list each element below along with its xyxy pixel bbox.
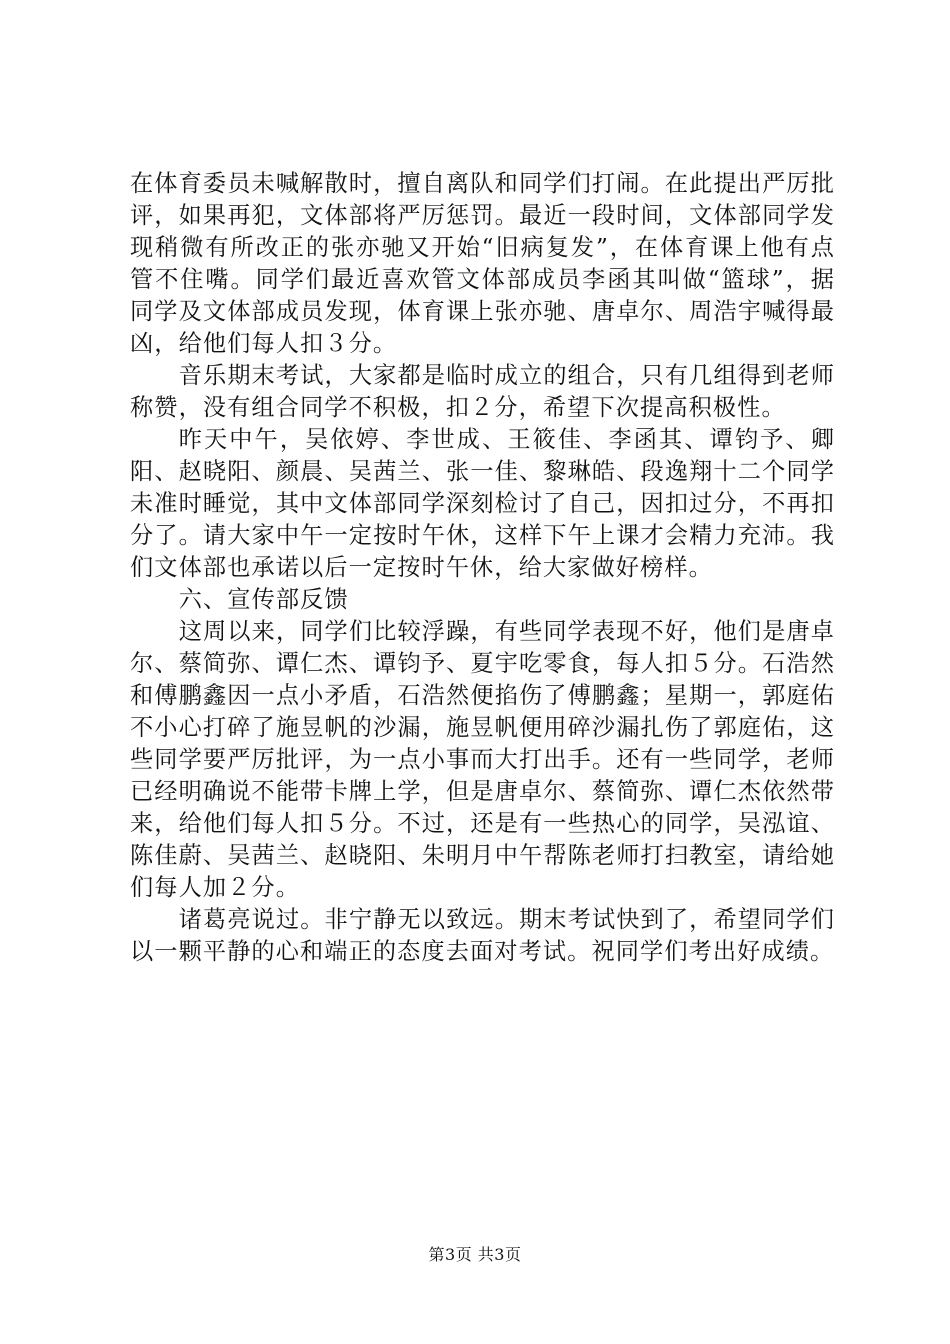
page-number-footer: 第3页 共3页 [428,1245,522,1264]
paragraph-sports-discipline: 在体育委员未喊解散时，擅自离队和同学们打闹。在此提出严厉批评，如果再犯，文体部将严厉惩罚。最近一段时间，文体部同学发现稍微有所改正的张亦驰又开始“旧病复发”，在体育课上他有点管不住嘴。同学们最近喜欢管文体部成员李函其叫做“篮球”，据同学及文体部成员发现，体育课上张亦驰、唐卓尔、周浩宇喊得最凶，给他们每人扣３分。 [130,170,835,357]
paragraph-nap-time: 昨天中午，吴依婷、李世成、王筱佳、李函其、谭钧予、卿阳、赵晓阳、颜晨、吴茜兰、张一佳、黎琳皓、段逸翔十二个同学未准时睡觉，其中文体部同学深刻检讨了自己，因扣过分，不再扣分了。请大家中午一定按时午休，这样下午上课才会精力充沛。我们文体部也承诺以后一定按时午休，给大家做好榜样。 [130,426,835,581]
paragraph-publicity-feedback: 这周以来，同学们比较浮躁，有些同学表现不好，他们是唐卓尔、蔡简弥、谭仁杰、谭钧予、夏宇吃零食，每人扣５分。石浩然和傅鹏鑫因一点小矛盾，石浩然便掐伤了傅鹏鑫；星期一，郭庭佑不小心打碎了施昱帆的沙漏，施昱帆便用碎沙漏扎伤了郭庭佑，这些同学要严厉批评，为一点小事而大打出手。还有一些同学，老师已经明确说不能带卡牌上学，但是唐卓尔、蔡简弥、谭仁杰依然带来，给他们每人扣５分。不过，还是有一些热心的同学，吴泓谊、陈佳蔚、吴茜兰、赵晓阳、朱明月中午帮陈老师打扫教室，请给她们每人加２分。 [130,618,835,901]
paragraph-closing: 诸葛亮说过。非宁静无以致远。期末考试快到了，希望同学们以一颗平静的心和端正的态度去面对考试。祝同学们考出好成绩。 [130,906,835,965]
document-body [130,168,835,968]
paragraph-music-exam: 音乐期末考试，大家都是临时成立的组合，只有几组得到老师称赞，没有组合同学不积极，扣２分，希望下次提高积极性。 [130,362,835,421]
section-heading-publicity: 六、宣传部反馈 [178,586,349,613]
